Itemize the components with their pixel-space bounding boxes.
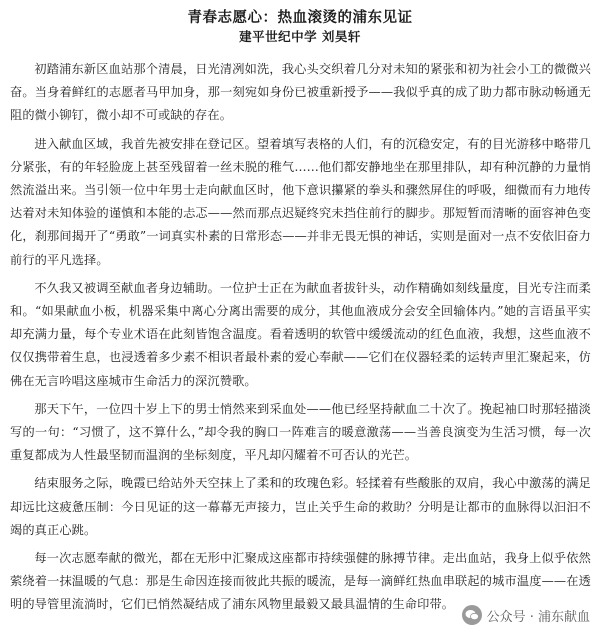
paragraph: 不久我又被调至献血者身边辅助。一位护士正在为献血者拔针头，动作精确如刻线量度，目光专注而柔和。“如果献血小板，机器采集中离心分离出需要的成分，其他血液成分会安全回输体内。”她的言语虽平实却充满力量，每个专业术语在此刻皆饱含温度。看着透明的软管中缓缓流动的红色血液，我想，这些血液不仅仅携带着生息，也浸透着多少素不相识者最朴素的爱心奉献——它们在仪器轻柔的运转声里汇聚起来，仿佛在无言吟唱这座城市生命活力的深沉赞歌。 [10, 280, 591, 388]
article-byline: 建平世纪中学 刘昊轩 [239, 29, 361, 44]
paragraph: 结束服务之际，晚霞已给站外天空抹上了柔和的玫瑰色彩。轻揉着有些酸胀的双肩，我心中激荡的满足却远比这疲惫压制：今日见证的这一幕幕无声接力，岂止关乎生命的救助？分明是让都市的血脉得以汩汩不竭的真正心跳。 [10, 476, 591, 537]
paragraph: 初踏浦东新区血站那个清晨，日光清冽如洗，我心头交织着几分对未知的紧张和初为社会小工的微微兴奋。当身着鲜红的志愿者马甲加身，那一刻宛如身份已被重新授予——我似乎真的成了助力都市脉动畅通无阻的微小铆钉，微小却不可或缺的存在。 [10, 62, 591, 123]
watermark [462, 605, 590, 625]
wechat-icon [462, 605, 482, 625]
paragraph: 每一次志愿奉献的微光，都在无形中汇聚成这座都市持续强健的脉搏节律。走出血站，我身上似乎依然萦绕着一抹温暖的气息：那是生命因连接而彼此共振的暖流，是每一滴鲜红热血串联起的城市温度——在透明的导管里流淌时，它们已悄然凝结成了浦东风物里最毅又最具温情的生命印带。 [10, 551, 591, 612]
watermark-text: 公众号 · 浦东献血 [486, 609, 590, 625]
paragraph: 那天下午，一位四十岁上下的男士悄然来到采血处——他已经坚持献血二十次了。挽起袖口时那轻描淡写的一句：“习惯了，这不算什么，”却令我的胸口一阵难言的暖意激荡——当善良演变为生活习惯，每一次重复都成为人性最坚韧而温润的坐标刻度，平凡却闪耀着不可否认的光芒。 [10, 401, 591, 463]
article-body [10, 58, 591, 622]
article-title: 青春志愿心：热血滚烫的浦东见证 [187, 9, 413, 26]
paragraph: 进入献血区域，我首先被安排在登记区。望着填写表格的人们，有的沉稳安定，有的目光游移中略带几分紧张，有的年轻脸庞上甚至残留着一丝未脱的稚气……他们都安静地坐在那里排队，却有种沉静的力量悄然流溢出来。当引领一位中年男士走向献血区时，他下意识攥紧的拳头和骤然屏住的呼吸，细微而有力地传达着对未知体验的谨慎和本能的忐忑——然而那点迟疑终究未挡住前行的脚步。那短暂而清晰的面容神色变化，刹那间揭开了“勇敢”一词真实朴素的日常形态——并非无畏无惧的神话，实则是面对一点不安依旧奋力前行的平凡选择。 [10, 136, 591, 267]
